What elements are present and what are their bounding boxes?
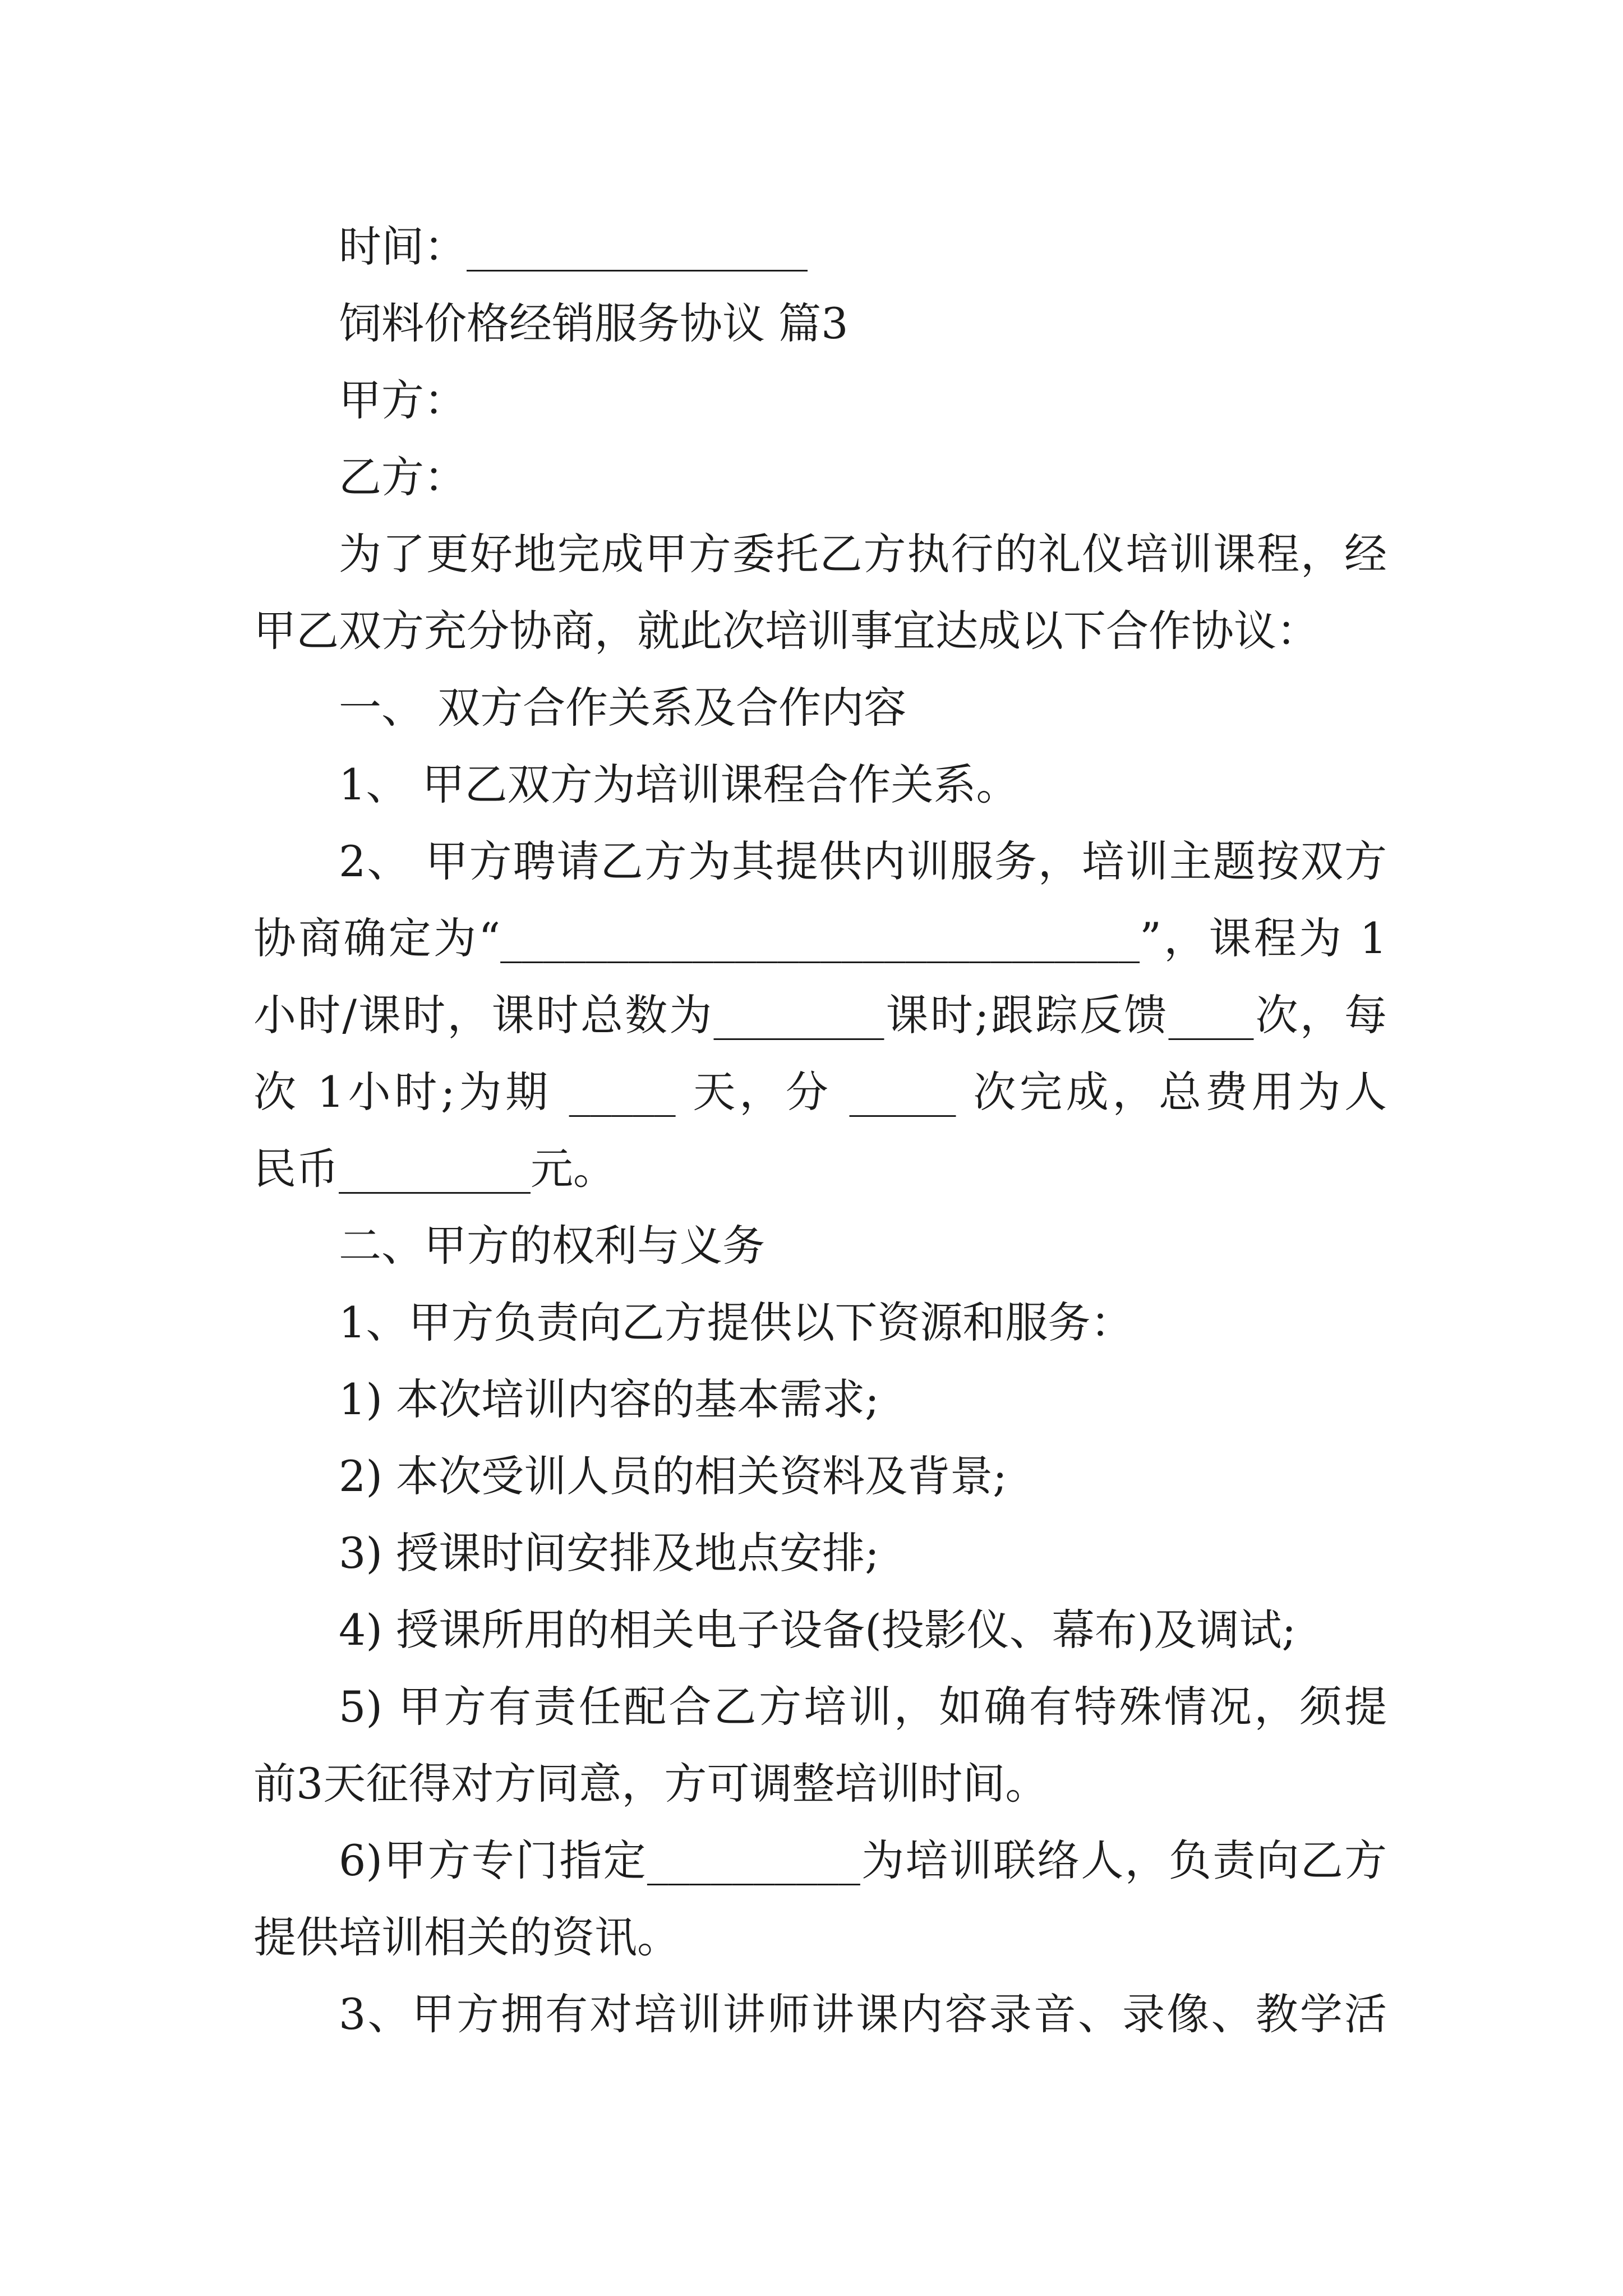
document-page: [253, 208, 1387, 2053]
paragraph-line: 前3天征得对方同意，方可调整培训时间。: [253, 1759, 1048, 1809]
paragraph-line: 协商确定为“______________________________”，课程为 1: [253, 913, 1387, 963]
paragraph-line: 民币_________元。: [253, 1144, 616, 1194]
preamble-paragraph: [253, 516, 1387, 669]
list-item: [253, 1668, 1387, 1822]
paragraph-line: 2、 甲方聘请乙方为其提供内训服务，培训主题按双方: [339, 836, 1387, 886]
list-item: 4) 授课所用的相关电子设备(投影仪、幕布)及调试;: [339, 1605, 1297, 1655]
section-heading: 一、 双方合作关系及合作内容: [339, 683, 907, 733]
clause-paragraph: 1、甲方负责向乙方提供以下资源和服务：: [339, 1297, 1133, 1347]
list-item: [253, 1822, 1387, 1976]
list-item: 2) 本次受训人员的相关资料及背景;: [339, 1451, 1007, 1501]
paragraph-line: 5) 甲方有责任配合乙方培训，如确有特殊情况，须提: [339, 1682, 1387, 1732]
clause-paragraph: [253, 823, 1387, 1207]
date-line: 时间：________________: [339, 222, 808, 272]
paragraph-line: 为了更好地完成甲方委托乙方执行的礼仪培训课程，经: [339, 529, 1387, 579]
section-heading: 二、甲方的权利与义务: [339, 1221, 765, 1271]
clause-paragraph: [253, 1976, 1387, 2053]
list-item: 3) 授课时间安排及地点安排;: [339, 1528, 879, 1578]
party-b-label: 乙方：: [339, 452, 467, 502]
paragraph-line: 3、甲方拥有对培训讲师讲课内容录音、录像、教学活: [339, 1989, 1387, 2039]
paragraph-line: 6)甲方专门指定__________为培训联络人，负责向乙方: [339, 1835, 1387, 1885]
clause-paragraph: 1、 甲乙双方为培训课程合作关系。: [339, 760, 1019, 809]
paragraph-line: 提供培训相关的资讯。: [253, 1912, 680, 1962]
document-title: 饲料价格经销服务协议 篇3: [339, 298, 849, 348]
paragraph-line: 小时/课时，课时总数为________课时;跟踪反馈____次，每: [253, 990, 1387, 1040]
paragraph-line: 次 1小时;为期 _____ 天，分 _____ 次完成，总费用为人: [253, 1067, 1387, 1117]
party-a-label: 甲方：: [339, 375, 467, 425]
list-item: 1) 本次培训内容的基本需求;: [339, 1374, 879, 1424]
paragraph-line: 甲乙双方充分协商，就此次培训事宜达成以下合作协议：: [253, 606, 1319, 656]
